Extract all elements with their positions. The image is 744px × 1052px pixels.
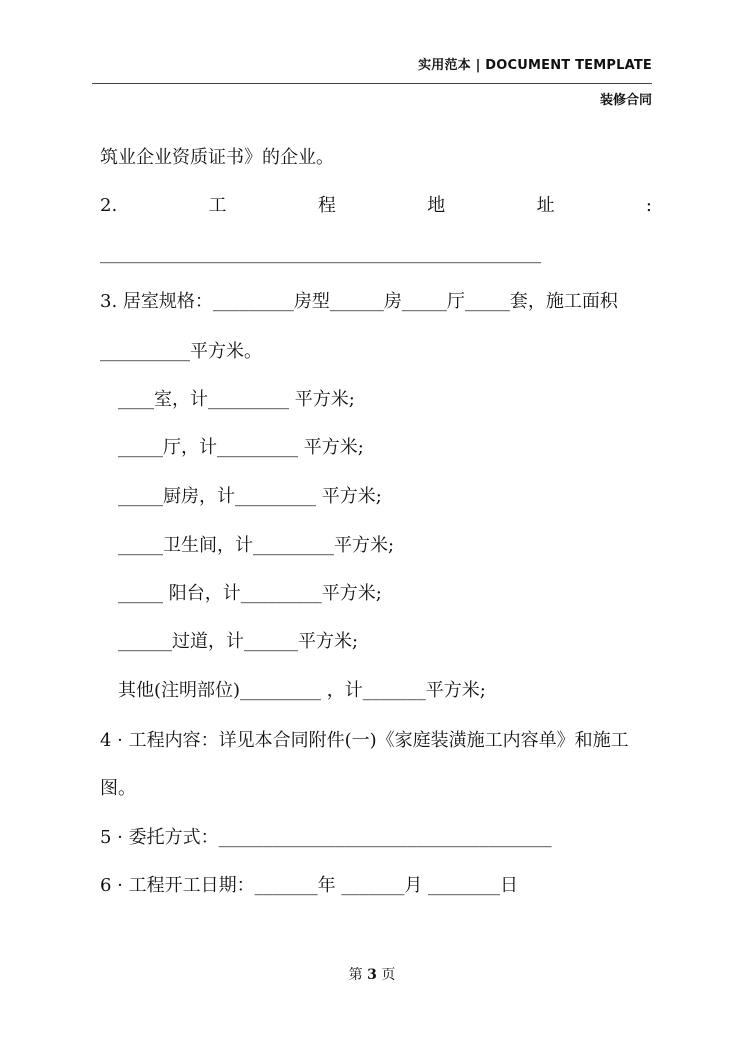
body-line-area: __________平方米。 [100,341,262,362]
line-2-colon: : [645,195,652,216]
line-2-char-2: 程 [317,195,336,216]
room-line-corridor: ______过道，计______平方米; [118,631,359,652]
line-2-char-3: 地 [427,195,446,216]
page-number: 3 [367,967,377,983]
body-line-drawing: 图。 [100,778,136,799]
footer-prefix: 第 [348,967,363,983]
body-line-start-date: 6 · 工程开工日期：_______年 _______月 ________日 [100,875,519,896]
room-line-kitchen: _____厨房，计_________ 平方米; [118,486,382,507]
address-blank: _________________________________________________ [100,243,541,264]
footer-suffix: 页 [381,967,396,983]
body-line-1: 筑业企业资质证书》的企业。 [100,147,334,168]
body-line-work-content: 4 · 工程内容：详见本合同附件(一)《家庭装潢施工内容单》和施工 [100,730,629,751]
room-line-balcony: _____ 阳台，计_________平方米; [118,583,382,604]
line-2-number: 2. [100,195,118,216]
body-line-2 [100,194,652,218]
header-divider [92,83,652,84]
room-line-other: 其他(注明部位)_________ ，计_______平方米; [118,680,486,701]
page-footer [0,964,744,984]
room-line-hall: _____厅，计_________ 平方米; [118,437,364,458]
body-line-commission: 5 · 委托方式：_____________________________________ [100,827,552,848]
body-line-room-spec: 3. 居室规格：_________房型______房_____厅_____套，施工面积 [100,291,618,312]
line-2-char-1: 工 [208,195,227,216]
room-line-bathroom: _____卫生间，计_________平方米; [118,535,395,556]
header-title: 实用范本 | DOCUMENT TEMPLATE [418,58,652,73]
line-2-char-4: 址 [536,195,555,216]
room-line-bedroom: ____室，计_________ 平方米; [118,389,355,410]
header-subtitle: 装修合同 [599,93,652,108]
